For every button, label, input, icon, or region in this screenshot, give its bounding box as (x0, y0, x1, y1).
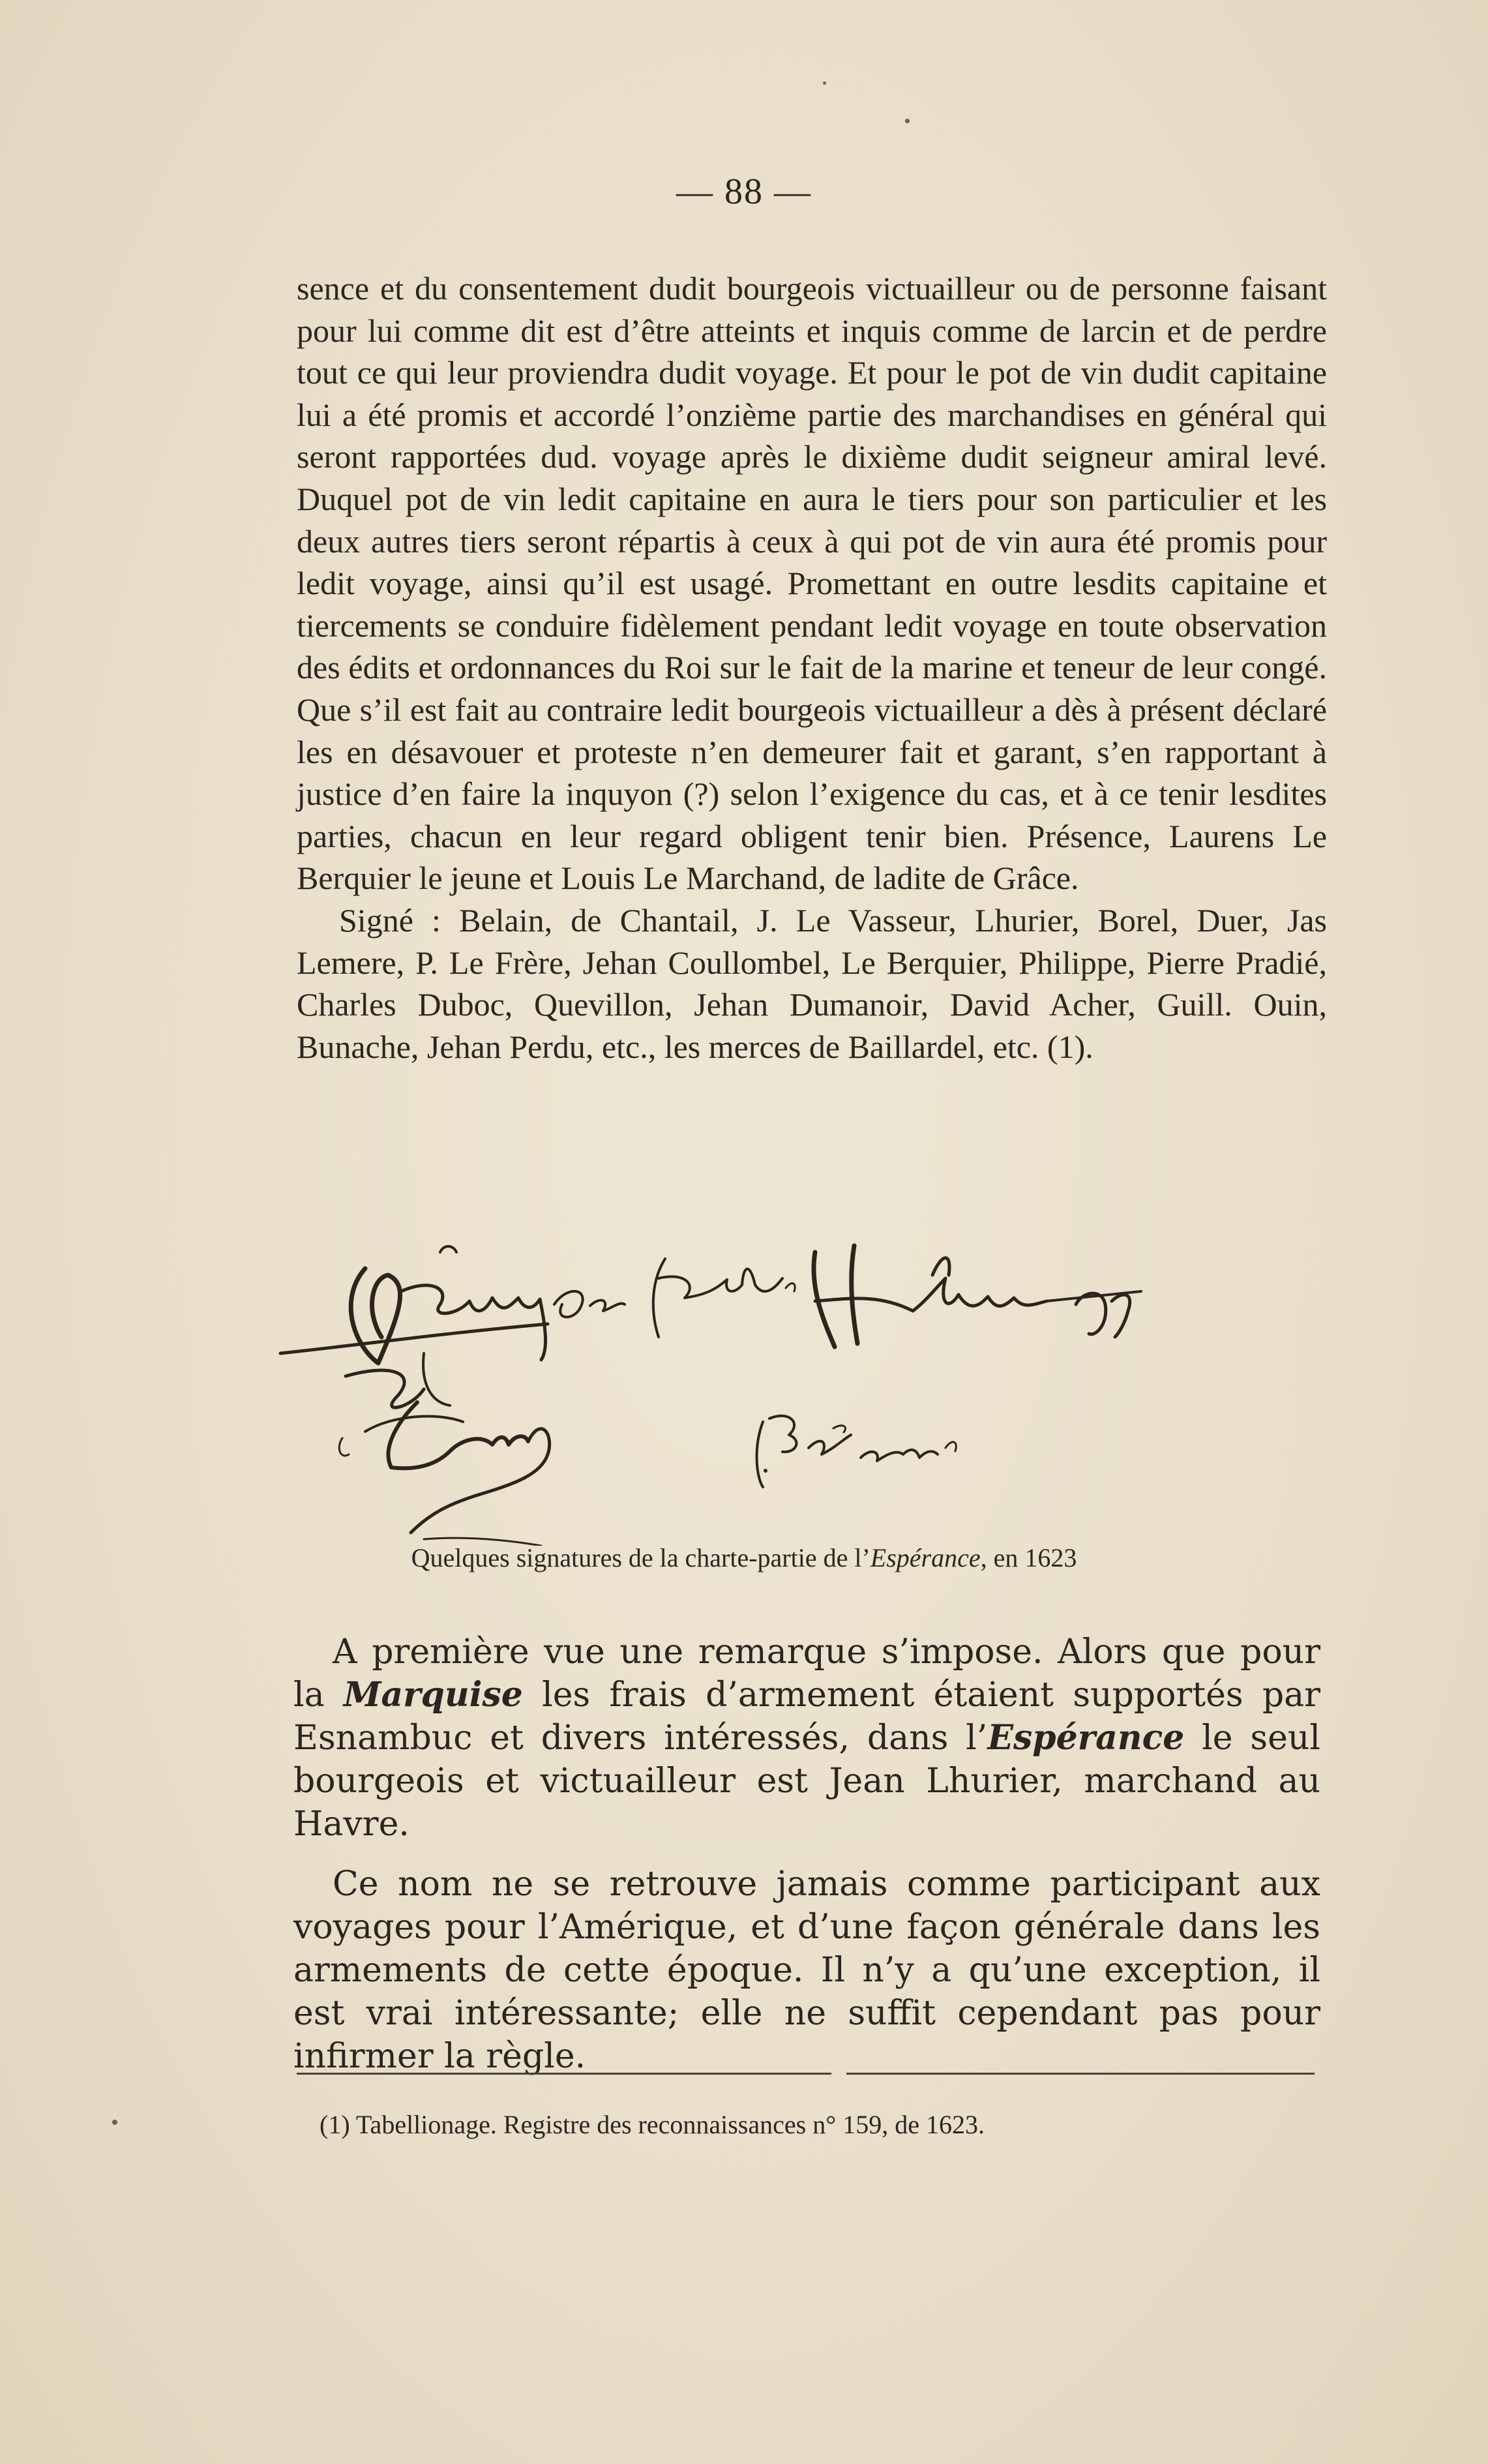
ship-name-esperance: Espérance (987, 1718, 1185, 1758)
remark-text-start: A première vue une remarque s’impose. Alors que pour la (293, 1632, 1320, 1715)
caption-ship-name: Espérance (870, 1543, 981, 1572)
signature-pierre-pradie (757, 1416, 957, 1487)
page-number: — 88 — (676, 172, 812, 212)
paragraph-signatories: Signé : Belain, de Chantail, J. Le Vasseur, Lhurier, Borel, Duer, Jas Lemere, P. Le Frère, Jehan Coullombel, Le Berquier, Philippe, Pierre Pradié, Charles Duboc, Quevillon, Jehan Dumanoir, David Acher, Guill. Ouin, Bunache, Jehan Perdu, etc., les merces de Baillardel, etc. (1). (297, 901, 1327, 1065)
paragraph-remark (293, 1630, 1320, 1846)
caption-text-start: Quelques signatures de la charte-partie de l’ (411, 1543, 870, 1572)
signatures-facsimile (267, 1239, 1337, 1546)
paper-speck (905, 119, 910, 123)
paragraph-exception: Ce nom ne se retrouve jamais comme participant aux voyages pour l’Amérique, et d’une façon générale dans les armements de cette époque. Il n’y a qu’une exception, il est vrai intéressante; elle ne suffit cependant pas pour infirmer la règle. (293, 1865, 1320, 2076)
footnote-divider-right (846, 2073, 1315, 2075)
caption-text-end: , en 1623 (980, 1543, 1077, 1572)
figure-caption (0, 1542, 1488, 1573)
footnote-divider-left (297, 2073, 831, 2075)
remark-text-middle: les frais d’armement étaient supportés par Esnambuc et divers intéressés, dans l’ (293, 1675, 1320, 1758)
paper-speck (823, 82, 826, 85)
signature-de-chantail (554, 1259, 795, 1337)
paper-speck (112, 2120, 117, 2125)
signature-lhurier (339, 1402, 549, 1546)
footnote: (1) Tabellionage. Registre des reconnaissances n° 159, de 1623. (320, 2110, 985, 2139)
ship-name-marquise: Marquise (343, 1675, 523, 1715)
body-text (297, 267, 1327, 1068)
commentary-text (293, 1630, 1320, 2078)
signature-levasseur (814, 1246, 1141, 1347)
signature-belain (280, 1246, 548, 1407)
paragraph-charter-terms: sence et du consentement dudit bourgeois victuailleur ou de personne faisant pour lui comme dit est d’être atteints et inquis comme de larcin et de perdre tout ce qui leur proviendra dudit voyage. Et pour le pot de vin dudit capitaine lui a été promis et accordé l’onzième partie des marchandises en général qui seront rapportées dud. voyage après le dixième dudit seigneur amiral levé. Duquel pot de vin ledit capitaine en aura le tiers pour son particulier et les deux autres tiers seront répartis à ceux à qui pot de vin aura été promis pour ledit voyage, ainsi qu’il est usagé. Promettant en outre lesdits capitaine et tiercements se conduire fidèlement pendant ledit voyage en toute observation des édits et ordonnances du Roi sur le fait de la marine et teneur de leur congé. Que s’il est fait au contraire ledit bourgeois victuailleur a dès à présent déclaré les en désavouer et proteste n’en demeurer fait et garant, s’en rapportant à justice d’en faire la inquyon (?) selon l’exigence du cas, et à ce tenir lesdites parties, chacun en leur regard obligent tenir bien. Présence, Laurens Le Berquier le jeune et Louis Le Marchand, de ladite de Grâce. (297, 270, 1327, 897)
remark-text-end: le seul bourgeois et victuailleur est Jean Lhurier, marchand au Havre. (293, 1719, 1321, 1844)
